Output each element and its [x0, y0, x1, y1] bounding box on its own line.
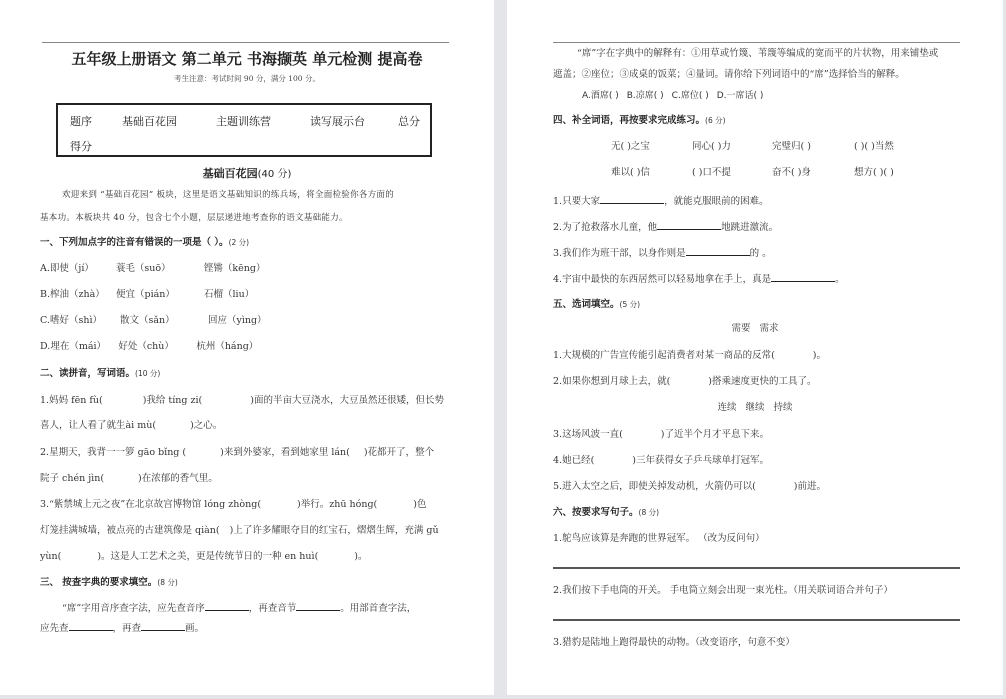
text: 灯笼挂满城墙，被点亮的古建筑像是 qiàn( — [40, 525, 220, 536]
text: 5.进入太空之后，即使关掉发动机，火箭仍可以( — [553, 481, 756, 492]
text: 。 — [835, 274, 845, 285]
q6-item: 3.猎豹是陆地上跑得最快的动物。（改变语序，句意不变） — [553, 637, 795, 648]
paragraph: 遮盖；②座位；③成桌的饭菜；④量词。请你给下列词语中的“席”选择恰当的解释。 — [553, 69, 905, 80]
option-item: B.凉席( ) — [626, 91, 664, 101]
text: )。 — [354, 551, 368, 562]
text: “席”字用音序查字法，应先查音序 — [62, 603, 205, 614]
idiom: 同心( )力 — [692, 141, 731, 152]
text: )来到外婆家，看到她家里 lán( — [220, 447, 350, 458]
q2-line — [40, 446, 434, 460]
text: 地跳进激流。 — [721, 222, 779, 233]
q5-sentence — [553, 375, 817, 389]
option-item: 榨油（zhà） — [50, 289, 105, 300]
question-5-heading — [553, 298, 640, 312]
answer-blank[interactable] — [296, 600, 340, 611]
option-c — [40, 314, 267, 328]
text: 1.妈妈 fēn fù( — [40, 395, 103, 406]
text: )三年获得女子乒乓球单打冠军。 — [632, 455, 769, 466]
question-title: 二、读拼音，写词语。 — [40, 368, 136, 379]
question-score: (8 分) — [157, 578, 178, 587]
right-page — [507, 0, 1003, 695]
text: 2.为了抢救落水儿童，他 — [553, 222, 658, 233]
text: )前进。 — [793, 481, 826, 492]
q4-sentence — [553, 245, 772, 261]
q3-line — [62, 600, 416, 616]
paragraph: “席”字在字典中的解释有：①用草或竹篾、苇篾等编成的宽而平的片状物，用来铺垫或 — [577, 48, 939, 59]
option-item: 嗜好（shì） — [49, 315, 102, 326]
idiom: ( )( )当然 — [854, 141, 894, 152]
option-d — [40, 340, 258, 354]
q5-sentence — [553, 428, 769, 442]
answer-line[interactable] — [553, 567, 960, 569]
question-score: (5 分) — [619, 300, 641, 309]
score-row-label: 得分 — [70, 140, 92, 153]
question-2-heading — [40, 367, 160, 381]
q5-sentence — [553, 349, 826, 363]
idiom: 想方( )( ) — [854, 167, 894, 178]
text: 喜人，让人看了就生ài mù( — [40, 420, 157, 431]
option-item: C.席位( ) — [671, 91, 709, 101]
question-title: 六、按要求写句子。 — [553, 507, 639, 518]
text: ，再查音节 — [248, 603, 297, 614]
text: 画。 — [185, 623, 205, 634]
score-table-header: 基础百花园 — [122, 115, 177, 128]
text: 3.这场风波一直( — [553, 429, 623, 440]
q6-item: 2.我们按下手电筒的开关。 手电筒立刻会出现一束光柱。（用关联词语合并句子） — [553, 585, 893, 596]
intro-text: 欢迎来到 “基础百花园” 板块，这里是语文基础知识的练兵场，将全面检验你各方面的 — [62, 190, 395, 200]
question-4-heading — [553, 114, 726, 128]
question-score: (6 分) — [705, 116, 726, 125]
section-heading — [0, 165, 494, 181]
q2-line — [40, 550, 368, 564]
option-a — [40, 262, 265, 276]
option-label: D. — [40, 341, 51, 352]
option-item: D.一席话( ) — [716, 91, 764, 101]
word-choices: 连续 继续 持续 — [717, 402, 793, 413]
score-table-header: 题序 — [70, 115, 92, 128]
question-1-heading — [40, 236, 249, 250]
score-table-header: 主题训练营 — [216, 115, 271, 128]
text: 2.星期天，我背一一箩 gāo bǐng ( — [40, 447, 187, 458]
question-title: 四、补全词语，再按要求完成练习。 — [553, 115, 706, 126]
q2-line — [40, 498, 426, 512]
option-label: A. — [40, 263, 50, 274]
option-item: 石榴（liu） — [204, 289, 255, 300]
text: ，再查 — [112, 623, 142, 634]
q2-line — [40, 524, 439, 538]
option-label: C. — [40, 315, 50, 326]
intro-text: 基本功。本板块共 40 分，包含七个小题，层层递进地考查你的语文基础能力。 — [40, 213, 348, 223]
option-item: 蓑毛（suō） — [115, 263, 171, 274]
q2-line — [40, 394, 444, 408]
text: )之心。 — [190, 420, 223, 431]
q4-sentence — [553, 271, 845, 287]
text: )举行。zhū hóng( — [297, 499, 378, 510]
q6-item: 1.鸵鸟应该算是奔跑的世界冠军。 （改为反问句） — [553, 533, 765, 544]
idiom: 完璧归( ) — [772, 141, 811, 152]
option-item: 好处（chù） — [118, 341, 174, 352]
text: )面的半亩大豆浇水，大豆虽然还很矮，但长势 — [250, 395, 444, 406]
q4-sentence — [553, 193, 769, 209]
option-b — [40, 288, 254, 302]
question-score: (8 分) — [638, 508, 660, 517]
question-score: (10 分) — [135, 369, 161, 378]
q3-options — [582, 89, 763, 103]
section-score: (40 分) — [257, 169, 292, 180]
word-choices: 需要 需求 — [731, 323, 779, 334]
text: 4.她已经( — [553, 455, 595, 466]
question-title: 五、选词填空。 — [553, 299, 620, 310]
text: )了近半个月才平息下来。 — [660, 429, 769, 440]
header-rule — [42, 42, 449, 43]
text: )在浓郁的香气里。 — [138, 473, 218, 484]
text: )我给 tíng zi( — [142, 395, 203, 406]
text: 。用部首查字法， — [340, 603, 417, 614]
text: 应先查 — [40, 623, 69, 634]
text: yùn( — [40, 551, 62, 562]
option-item: 回应（yìng） — [207, 315, 267, 326]
header-rule — [553, 42, 960, 43]
answer-blank[interactable] — [771, 271, 835, 282]
option-item: 散文（sǎn） — [119, 315, 175, 326]
option-item: A.酒席( ) — [582, 91, 619, 101]
text: )。 — [812, 350, 826, 361]
section-title: 基础百花园 — [202, 167, 258, 180]
question-6-heading — [553, 506, 659, 520]
idiom: 无( )之宝 — [611, 141, 650, 152]
text: 4.宇宙中最快的东西居然可以轻易地拿在手上，真是 — [553, 274, 772, 285]
option-item: 埋在（mái） — [50, 341, 107, 352]
idiom-row — [611, 140, 894, 154]
q5-sentence — [553, 480, 826, 494]
exam-notice: 考生注意：考试时间 90 分，满分 100 分。 — [174, 74, 320, 83]
text: )色 — [413, 499, 427, 510]
question-3-heading — [40, 576, 178, 590]
score-table-header: 总分 — [398, 115, 420, 128]
text: 的 。 — [749, 248, 772, 259]
answer-line[interactable] — [553, 619, 960, 621]
option-item: 杭州（háng） — [196, 341, 259, 352]
q3-line — [40, 620, 204, 636]
option-item: 铿锵（kēng） — [203, 263, 266, 274]
question-title: 一、下列加点字的注音有错误的一项是（ ）。 — [40, 237, 229, 248]
score-table — [56, 103, 432, 157]
idiom: 难以( )信 — [611, 167, 650, 178]
idiom-row — [611, 166, 894, 180]
idiom: 奋不( )身 — [772, 167, 811, 178]
text: 院子 chén jìn( — [40, 473, 105, 484]
answer-blank[interactable] — [657, 219, 721, 230]
option-item: 即使（jí） — [49, 263, 94, 274]
text: 3.“紫禁城上元之夜”在北京故宫博物馆 lóng zhòng( — [40, 499, 262, 510]
text: )搭乘速度更快的工具了。 — [708, 376, 817, 387]
text: 1.只要大家 — [553, 196, 601, 207]
answer-blank[interactable] — [686, 245, 750, 256]
q2-line — [40, 472, 218, 486]
left-page — [0, 0, 494, 695]
text: )上了许多耀眼夺目的红宝石，熠熠生辉，充满 gǔ — [229, 525, 439, 536]
text: ，就能克服眼前的困难。 — [664, 196, 769, 207]
q5-sentence — [553, 454, 769, 468]
page-title: 五年级上册语文 第二单元 书海撷英 单元检测 提高卷 — [71, 50, 423, 68]
answer-blank[interactable] — [69, 620, 113, 631]
answer-blank[interactable] — [600, 193, 664, 204]
text: 3.我们作为班干部，以身作则是 — [553, 248, 686, 259]
text: )。这是人工艺术之美，更是传统节日的一种 en huì( — [97, 551, 319, 562]
option-label: B. — [40, 289, 51, 300]
q2-line — [40, 419, 222, 433]
text: 2.如果你想到月球上去，就( — [553, 376, 671, 387]
text: 1.大规模的广告宣传能引起消费者对某一商品的反常( — [553, 350, 775, 361]
idiom: ( )口不提 — [692, 167, 731, 178]
question-score: (2 分) — [228, 238, 250, 247]
score-table-header: 读写展示台 — [310, 115, 365, 128]
option-item: 便宜（pián） — [116, 289, 175, 300]
answer-blank[interactable] — [205, 600, 249, 611]
text: )花都开了，整个 — [363, 447, 435, 458]
q4-sentence — [553, 219, 778, 235]
question-title: 三、 按查字典的要求填空。 — [40, 577, 158, 588]
answer-blank[interactable] — [141, 620, 185, 631]
